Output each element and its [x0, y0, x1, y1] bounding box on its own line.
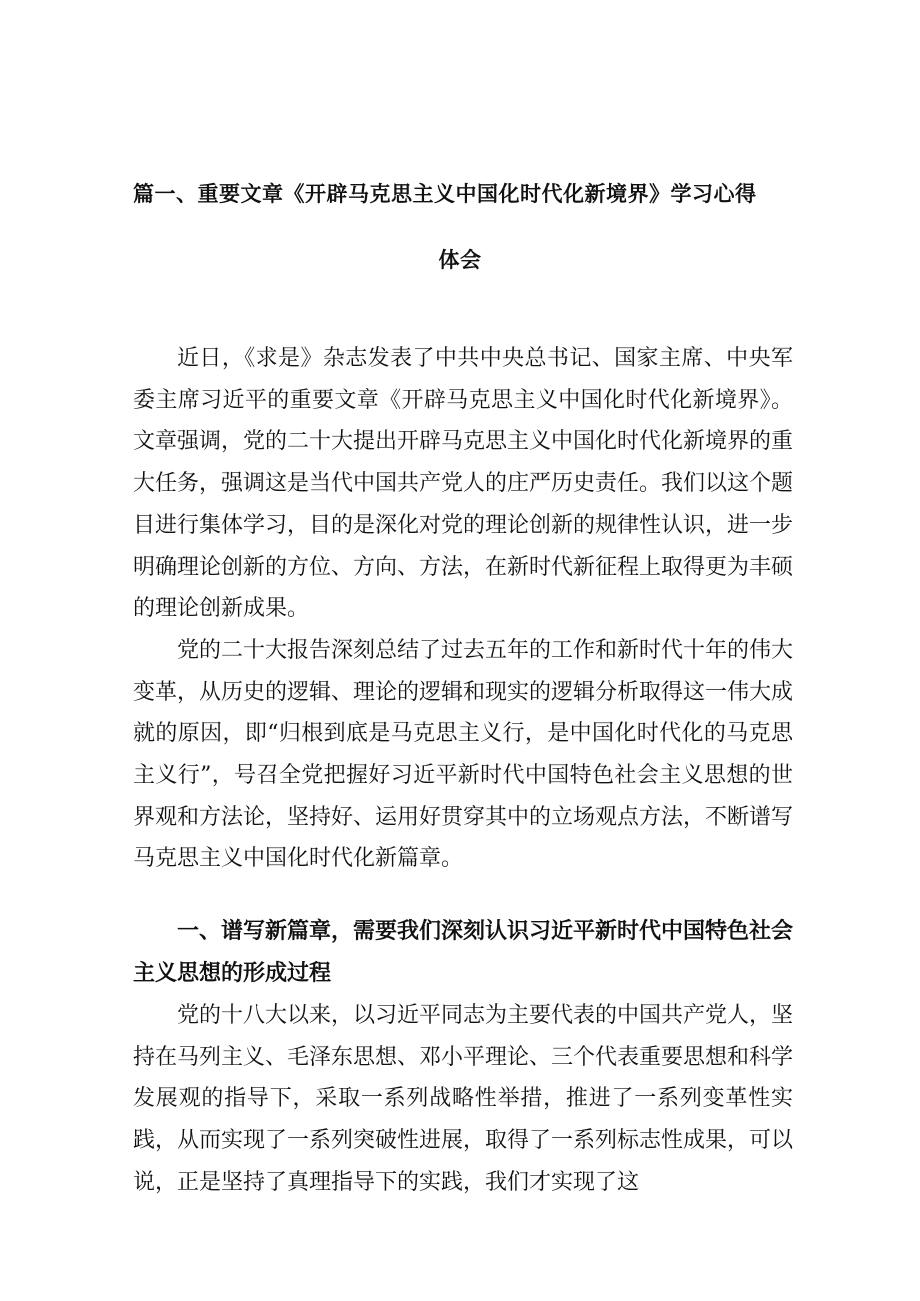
paragraph-1: 近日，《求是》杂志发表了中共中央总书记、国家主席、中央军委主席习近平的重要文章《开辟马克思主义中国化时代化新境界》。文章强调，党的二十大提出开辟马克思主义中国化时代化新境界的重大任务，强调这是当代中国共产党人的庄严历史责任。我们以这个题目进行集体学习，目的是深化对党的理论创新的规律性认识，进一步明确理论创新的方位、方向、方法，在新时代新征程上取得更为丰硕的理论创新成果。: [133, 346, 794, 622]
paragraph-2: 党的二十大报告深刻总结了过去五年的工作和新时代十年的伟大变革，从历史的逻辑、理论的逻辑和现实的逻辑分析取得这一伟大成就的原因，即“归根到底是马克思主义行，是中国化时代化的马克思主义行”，号召全党把握好习近平新时代中国特色社会主义思想的世界观和方法论，坚持好、运用好贯穿其中的立场观点方法，不断谱写马克思主义中国化时代化新篇章。: [133, 637, 794, 872]
section-heading-1: 一、谱写新篇章，需要我们深刻认识习近平新时代中国特色社会主义思想的形成过程: [133, 919, 794, 986]
intro-block: [133, 338, 793, 880]
section-1-body: [133, 995, 793, 1204]
paragraph-3: 党的十八大以来，以习近平同志为主要代表的中国共产党人，坚持在马列主义、毛泽东思想、邓小平理论、三个代表重要思想和科学发展观的指导下，采取一系列战略性举措，推进了一系列变革性实践，从而实现了一系列突破性进展，取得了一系列标志性成果，可以说，正是坚持了真理指导下的实践，我们才实现了这: [133, 1003, 794, 1195]
document-title-line2: 体会: [438, 248, 482, 272]
document-title-line1: 篇一、重要文章《开辟马克思主义中国化时代化新境界》学习心得: [133, 182, 757, 206]
